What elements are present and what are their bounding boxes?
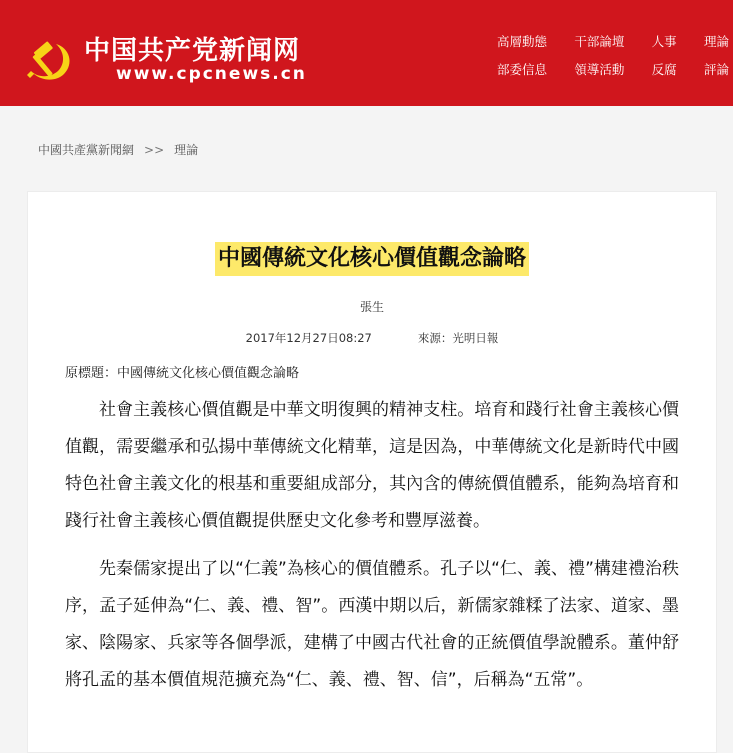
breadcrumb (38, 141, 198, 158)
top-nav (497, 32, 729, 88)
site-header (0, 0, 733, 106)
article-title: 中國傳統文化核心價值觀念論略 (215, 242, 529, 276)
nav-row-1 (497, 32, 729, 60)
article-source: 來源：光明日報 (417, 331, 499, 345)
site-logo-text[interactable]: 中国共产党新闻网 (84, 36, 301, 66)
hammer-sickle-icon[interactable] (26, 38, 78, 84)
article-author: 張生 (359, 300, 384, 314)
nav-item-personnel[interactable]: 人事 (651, 34, 677, 49)
article-date: 2017年12月27日08:27 (245, 331, 372, 345)
nav-item-ministry-info[interactable]: 部委信息 (497, 62, 548, 77)
breadcrumb-separator: >> (144, 143, 165, 157)
breadcrumb-home-link[interactable]: 中國共產黨新聞網 (38, 143, 135, 157)
article-paragraph: 社會主義核心價值觀是中華文明復興的精神支柱。培育和踐行社會主義核心價值觀，需要繼承和弘揚中華傳統文化精華，這是因為，中華傳統文化是新時代中國特色社會主義文化的根基和重要組成部分，其內含的傳統價值體系，能夠為培育和踐行社會主義核心價值觀提供歷史文化參考和豐厚滋養。 (65, 400, 679, 531)
nav-item-leader-activities[interactable]: 領導活動 (574, 62, 625, 77)
nav-item-anti-corruption[interactable]: 反腐 (651, 62, 677, 77)
nav-item-theory[interactable]: 理論 (703, 34, 729, 49)
nav-item-leadership[interactable]: 高層動態 (497, 34, 548, 49)
nav-item-commentary[interactable]: 評論 (703, 62, 729, 77)
article-container (27, 191, 717, 753)
original-title: 原標題：中國傳統文化核心價值觀念論略 (65, 366, 300, 381)
article-meta (28, 330, 716, 346)
breadcrumb-current-link[interactable]: 理論 (174, 143, 199, 157)
nav-item-cadre-forum[interactable]: 干部論壇 (574, 34, 625, 49)
article-body (65, 392, 679, 710)
nav-row-2 (497, 60, 729, 88)
site-logo-url[interactable]: www.cpcnews.cn (116, 64, 307, 84)
article-title-wrap (28, 242, 716, 276)
article-paragraph: 先秦儒家提出了以“仁義”為核心的價值體系。孔子以“仁、義、禮”構建禮治秩序，孟子延伸為“仁、義、禮、智”。西漢中期以后，新儒家雜糅了法家、道家、墨家、陰陽家、兵家等各個學派，建構了中國古代社會的正統價值學說體系。董仲舒將孔孟的基本價值規范擴充為“仁、義、禮、智、信”，后稱為“五常”。 (65, 559, 679, 690)
